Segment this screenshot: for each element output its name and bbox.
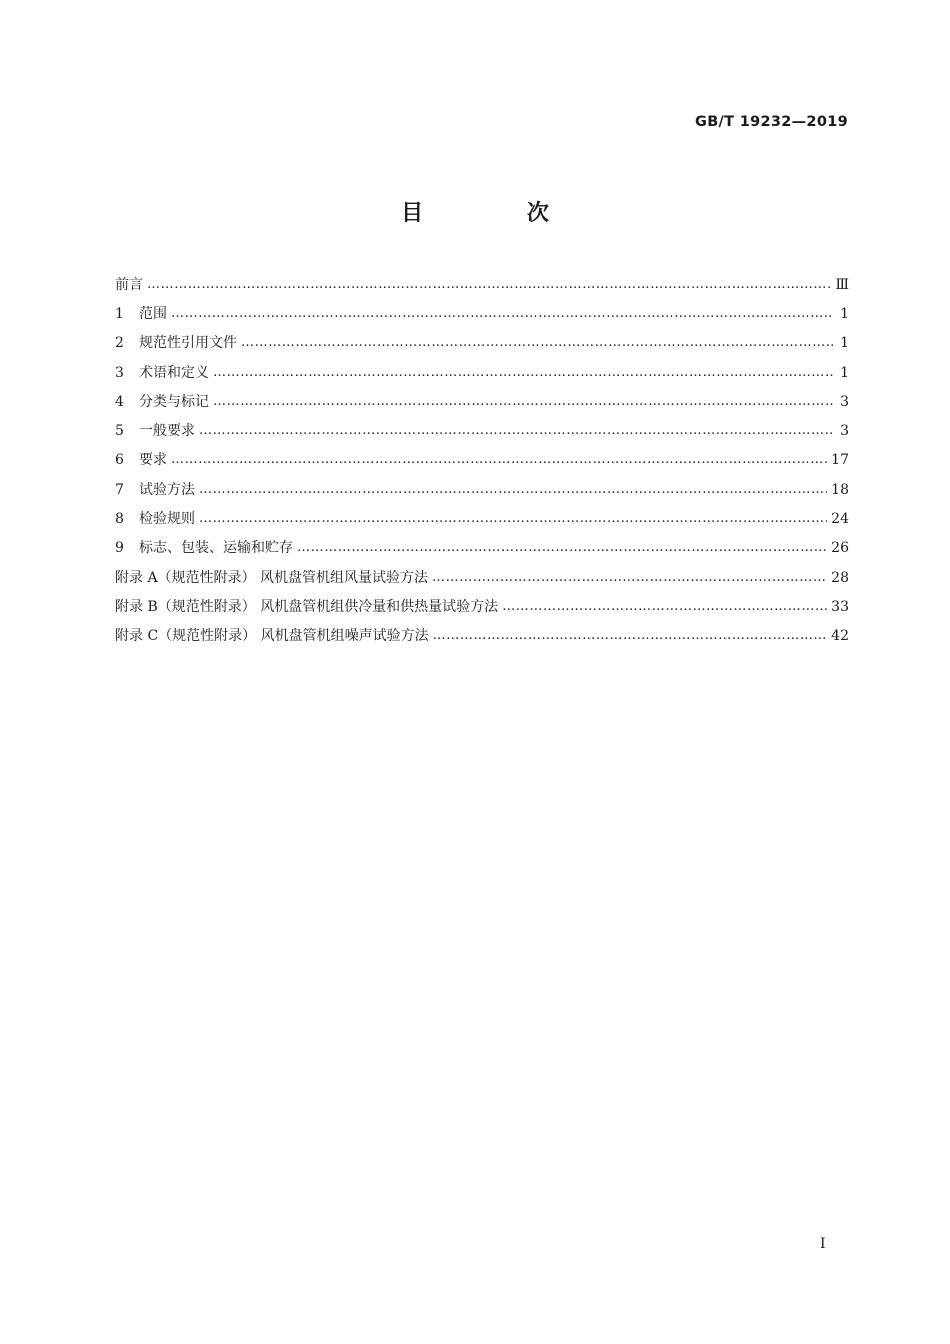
toc-entry-label: 附录 A（规范性附录） 风机盘管机组风量试验方法 [115, 569, 429, 586]
dot-leader [199, 482, 827, 498]
toc-entry-page: 1 [840, 335, 849, 352]
toc-entry-number: 5 [115, 423, 124, 440]
toc-entry-annex-b[interactable] [115, 592, 849, 621]
toc-entry-page: Ⅲ [835, 276, 849, 293]
toc-entry-label: 分类与标记 [139, 393, 209, 410]
table-of-contents [115, 270, 849, 651]
dot-leader [241, 335, 833, 351]
toc-entry-scope[interactable] [115, 299, 849, 328]
dot-leader [147, 277, 831, 293]
toc-entry-annex-c[interactable] [115, 622, 849, 651]
toc-entry-page: 24 [831, 511, 849, 528]
toc-entry-label: 标志、包装、运输和贮存 [139, 540, 293, 557]
dot-leader [213, 365, 833, 381]
toc-entry-foreword[interactable] [115, 270, 849, 299]
toc-entry-page: 3 [840, 423, 849, 440]
toc-entry-label: 要求 [139, 452, 167, 469]
toc-entry-number: 3 [115, 364, 124, 381]
page-number: I [820, 1236, 826, 1252]
toc-entry-normative-references[interactable] [115, 329, 849, 358]
toc-entry-label: 一般要求 [139, 423, 195, 440]
dot-leader [213, 394, 833, 410]
toc-entry-number: 7 [115, 481, 124, 498]
toc-entry-label: 范围 [139, 305, 167, 322]
toc-entry-test-methods[interactable] [115, 475, 849, 504]
toc-entry-page: 26 [831, 540, 849, 557]
toc-entry-annex-a[interactable] [115, 563, 849, 592]
toc-entry-page: 42 [831, 628, 849, 645]
toc-entry-classification[interactable] [115, 387, 849, 416]
toc-entry-number: 1 [115, 305, 124, 322]
toc-entry-number: 2 [115, 335, 124, 352]
toc-entry-marking-packaging[interactable] [115, 534, 849, 563]
toc-entry-page: 17 [831, 452, 849, 469]
toc-entry-number: 8 [115, 511, 124, 528]
toc-entry-number: 4 [115, 393, 124, 410]
toc-entry-label: 规范性引用文件 [139, 335, 237, 352]
dot-leader [199, 511, 827, 527]
toc-entry-terms[interactable] [115, 358, 849, 387]
toc-entry-label: 检验规则 [139, 511, 195, 528]
toc-entry-inspection-rules[interactable] [115, 504, 849, 533]
toc-entry-page: 1 [840, 305, 849, 322]
dot-leader [171, 452, 827, 468]
toc-entry-label: 术语和定义 [139, 364, 209, 381]
page-title: 目 次 [401, 201, 597, 226]
dot-leader [502, 599, 827, 615]
toc-entry-number: 6 [115, 452, 124, 469]
toc-entry-label: 附录 C（规范性附录） 风机盘管机组噪声试验方法 [115, 628, 429, 645]
toc-entry-number: 9 [115, 540, 124, 557]
dot-leader [433, 628, 828, 644]
toc-entry-label: 附录 B（规范性附录） 风机盘管机组供冷量和供热量试验方法 [115, 598, 499, 615]
toc-entry-page: 33 [831, 598, 849, 615]
toc-entry-requirements[interactable] [115, 446, 849, 475]
toc-entry-page: 18 [831, 481, 849, 498]
toc-entry-label: 前言 [115, 276, 143, 293]
dot-leader [199, 423, 833, 439]
dot-leader [171, 306, 833, 322]
standard-code: GB/T 19232—2019 [695, 114, 848, 130]
toc-entry-page: 28 [831, 569, 849, 586]
toc-entry-page: 3 [840, 393, 849, 410]
dot-leader [297, 540, 827, 556]
toc-entry-page: 1 [840, 364, 849, 381]
toc-entry-general-requirements[interactable] [115, 416, 849, 445]
toc-entry-label: 试验方法 [139, 481, 195, 498]
dot-leader [432, 570, 827, 586]
